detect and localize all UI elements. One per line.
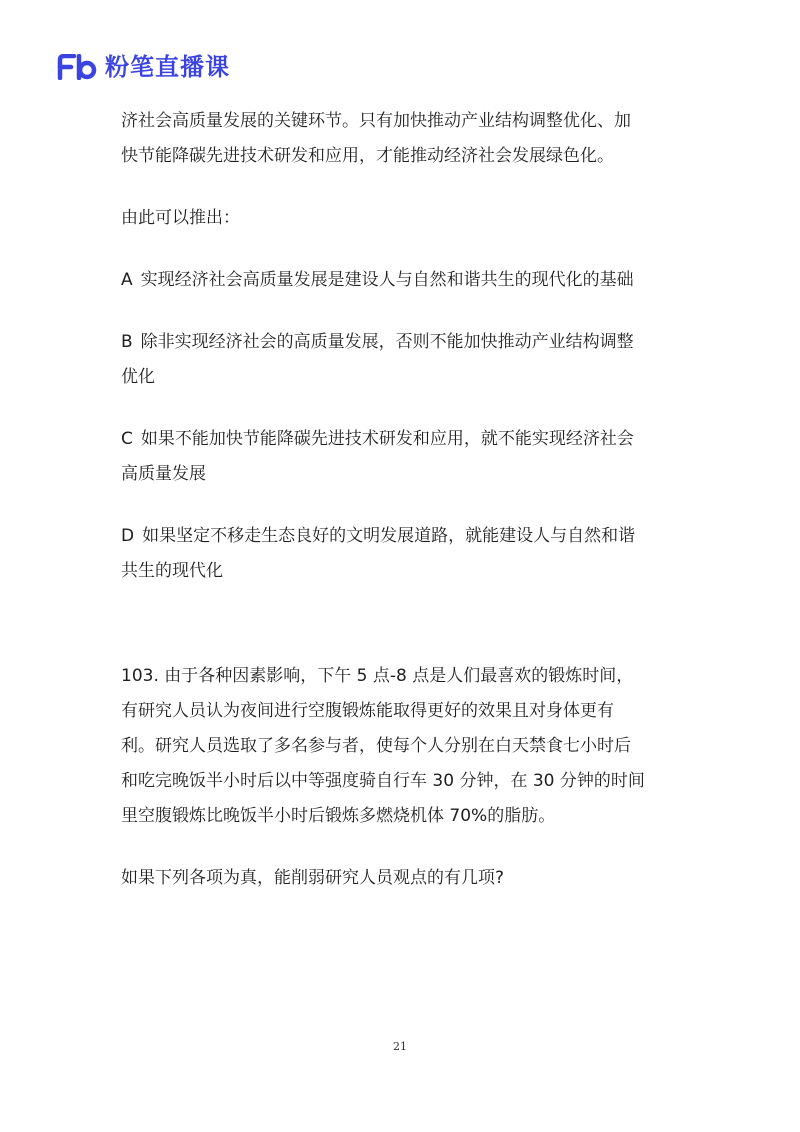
option-text: 除非实现经济社会的高质量发展，否则不能加快推动产业结构调整: [140, 332, 634, 352]
page-content: [121, 104, 681, 896]
section-gap: [121, 589, 681, 659]
option-c: [121, 422, 681, 457]
passage-line: 快节能降碳先进技术研发和应用，才能推动经济社会发展绿色化。: [121, 146, 614, 166]
question-text-line: 里空腹锻炼比晚饭半小时后锻炼多燃烧机体 70%的脂肪。: [121, 806, 556, 826]
question-text-line: 有研究人员认为夜间进行空腹锻炼能取得更好的效果且对身体更有: [121, 701, 614, 721]
question-text-line: 和吃完晚饭半小时后以中等强度骑自行车 30 分钟，在 30 分钟的时间: [121, 771, 645, 791]
option-text-continued: 高质量发展: [121, 464, 206, 484]
option-letter: A: [121, 270, 133, 290]
passage-line: 济社会高质量发展的关键环节。只有加快推动产业结构调整优化、加: [121, 111, 631, 131]
header: [57, 53, 230, 81]
option-d: [121, 519, 681, 554]
option-text-continued: 优化: [121, 367, 155, 387]
option-b: [121, 325, 681, 360]
option-text: 实现经济社会高质量发展是建设人与自然和谐共生的现代化的基础: [140, 270, 634, 290]
option-a: [121, 263, 681, 298]
question-prompt: 如果下列各项为真，能削弱研究人员观点的有几项?: [121, 868, 505, 888]
brand-name: 粉笔直播课: [105, 53, 230, 81]
question-prompt: 由此可以推出：: [121, 208, 240, 228]
page-number: 21: [393, 1040, 407, 1053]
option-letter: B: [121, 332, 133, 352]
question-text-line: 利。研究人员选取了多名参与者，使每个人分别在白天禁食七小时后: [121, 736, 631, 756]
question-text-line: 103. 由于各种因素影响，下午 5 点-8 点是人们最喜欢的锻炼时间，: [121, 666, 634, 686]
option-letter: D: [121, 526, 135, 546]
option-text: 如果坚定不移走生态良好的文明发展道路，就能建设人与自然和谐: [142, 526, 636, 546]
fenbi-logo-icon: [57, 54, 99, 80]
option-text-continued: 共生的现代化: [121, 561, 223, 581]
option-letter: C: [121, 429, 133, 449]
option-text: 如果不能加快节能降碳先进技术研发和应用，就不能实现经济社会: [140, 429, 634, 449]
